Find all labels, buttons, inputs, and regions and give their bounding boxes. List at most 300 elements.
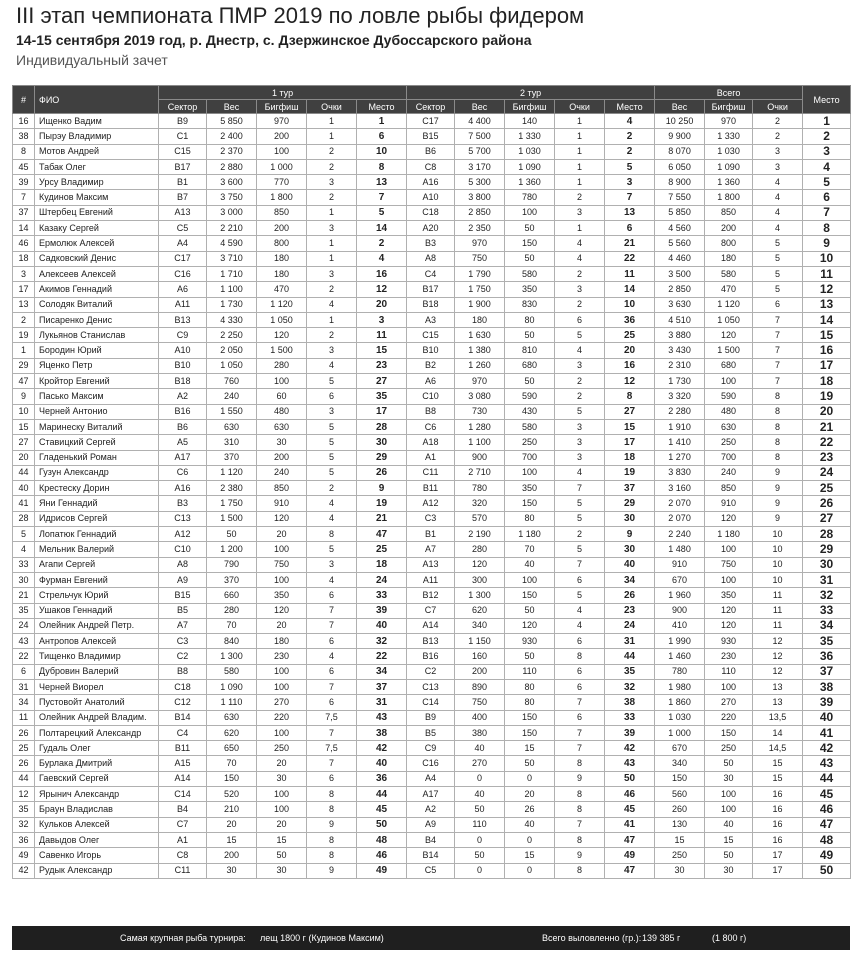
cell-r1-bigfish: 20 xyxy=(257,817,307,832)
cell-r2-rank: 41 xyxy=(605,817,655,832)
cell-total-weight: 1 730 xyxy=(655,374,705,389)
cell-r1-sector: B1 xyxy=(159,175,207,190)
cell-r1-sector: C4 xyxy=(159,725,207,740)
cell-total-weight: 5 560 xyxy=(655,236,705,251)
cell-total-weight: 1 910 xyxy=(655,419,705,434)
cell-r1-rank: 22 xyxy=(357,649,407,664)
cell-r1-weight: 200 xyxy=(207,848,257,863)
cell-total-bigfish: 250 xyxy=(705,741,753,756)
cell-place: 4 xyxy=(803,159,851,174)
table-row xyxy=(13,312,851,327)
cell-total-weight: 670 xyxy=(655,572,705,587)
cell-name: Черней Антонио xyxy=(35,404,159,419)
cell-num: 49 xyxy=(13,848,35,863)
cell-r1-sector: B4 xyxy=(159,802,207,817)
cell-r2-weight: 1 260 xyxy=(455,358,505,373)
cell-r2-weight: 340 xyxy=(455,618,505,633)
cell-r1-weight: 2 250 xyxy=(207,328,257,343)
cell-name: Алексеев Алексей xyxy=(35,266,159,281)
cell-r2-sector: A16 xyxy=(407,175,455,190)
cell-total-bigfish: 350 xyxy=(705,588,753,603)
cell-r2-sector: A11 xyxy=(407,572,455,587)
cell-r2-weight: 3 170 xyxy=(455,159,505,174)
cell-r2-weight: 3 800 xyxy=(455,190,505,205)
cell-r1-sector: B3 xyxy=(159,496,207,511)
cell-total-bigfish: 850 xyxy=(705,481,753,496)
cell-name: Антропов Алексей xyxy=(35,634,159,649)
cell-num: 4 xyxy=(13,542,35,557)
cell-r1-rank: 38 xyxy=(357,725,407,740)
cell-total-bigfish: 910 xyxy=(705,496,753,511)
cell-r1-rank: 26 xyxy=(357,465,407,480)
cell-r1-bigfish: 750 xyxy=(257,557,307,572)
cell-r2-sector: B5 xyxy=(407,725,455,740)
cell-name: Табак Олег xyxy=(35,159,159,174)
cell-r2-bigfish: 100 xyxy=(505,465,555,480)
cell-r1-bigfish: 120 xyxy=(257,328,307,343)
cell-r1-points: 6 xyxy=(307,634,357,649)
cell-place: 33 xyxy=(803,603,851,618)
cell-place: 29 xyxy=(803,542,851,557)
cell-total-weight: 3 430 xyxy=(655,343,705,358)
table-row xyxy=(13,802,851,817)
cell-r2-points: 4 xyxy=(555,465,605,480)
cell-r1-sector: C6 xyxy=(159,465,207,480)
cell-r2-sector: C8 xyxy=(407,159,455,174)
cell-num: 18 xyxy=(13,251,35,266)
table-row xyxy=(13,419,851,434)
cell-r1-sector: C14 xyxy=(159,787,207,802)
cell-r2-rank: 21 xyxy=(605,236,655,251)
cell-name: Гаевский Сергей xyxy=(35,771,159,786)
cell-name: Акимов Геннадий xyxy=(35,282,159,297)
cell-total-bigfish: 1 330 xyxy=(705,129,753,144)
cell-total-points: 17 xyxy=(753,848,803,863)
cell-place: 27 xyxy=(803,511,851,526)
cell-r2-bigfish: 1 330 xyxy=(505,129,555,144)
total-catch-label: Всего выловленно (гр.): xyxy=(542,933,642,943)
cell-r2-sector: B8 xyxy=(407,404,455,419)
cell-total-weight: 1 270 xyxy=(655,450,705,465)
cell-r1-weight: 840 xyxy=(207,634,257,649)
cell-r1-rank: 9 xyxy=(357,481,407,496)
cell-r1-points: 2 xyxy=(307,190,357,205)
cell-num: 26 xyxy=(13,725,35,740)
cell-r2-points: 7 xyxy=(555,557,605,572)
cell-r1-weight: 760 xyxy=(207,374,257,389)
cell-num: 44 xyxy=(13,771,35,786)
cell-num: 9 xyxy=(13,389,35,404)
cell-total-bigfish: 240 xyxy=(705,465,753,480)
cell-num: 42 xyxy=(13,863,35,878)
cell-num: 35 xyxy=(13,802,35,817)
header-total-points: Очки xyxy=(753,100,803,114)
cell-r2-sector: B18 xyxy=(407,297,455,312)
table-row xyxy=(13,297,851,312)
table-row xyxy=(13,435,851,450)
cell-r2-points: 1 xyxy=(555,129,605,144)
table-row xyxy=(13,374,851,389)
cell-r2-sector: C17 xyxy=(407,114,455,129)
cell-r2-rank: 13 xyxy=(605,205,655,220)
cell-place: 3 xyxy=(803,144,851,159)
cell-r2-rank: 37 xyxy=(605,481,655,496)
header-place: Место xyxy=(803,86,851,114)
cell-r2-rank: 7 xyxy=(605,190,655,205)
cell-r1-weight: 5 850 xyxy=(207,114,257,129)
cell-num: 25 xyxy=(13,741,35,756)
cell-name: Солодяк Виталий xyxy=(35,297,159,312)
cell-r1-bigfish: 100 xyxy=(257,802,307,817)
cell-r2-points: 8 xyxy=(555,649,605,664)
cell-r1-sector: C2 xyxy=(159,649,207,664)
cell-name: Рудык Александр xyxy=(35,863,159,878)
cell-name: Мотов Андрей xyxy=(35,144,159,159)
total-catch-value: 139 385 г xyxy=(642,933,681,943)
cell-r2-weight: 4 400 xyxy=(455,114,505,129)
cell-total-weight: 30 xyxy=(655,863,705,878)
cell-place: 8 xyxy=(803,221,851,236)
cell-name: Ставицкий Сергей xyxy=(35,435,159,450)
cell-r1-weight: 2 370 xyxy=(207,144,257,159)
cell-r2-weight: 200 xyxy=(455,664,505,679)
cell-r1-bigfish: 15 xyxy=(257,832,307,847)
cell-total-bigfish: 180 xyxy=(705,251,753,266)
cell-r1-sector: C18 xyxy=(159,679,207,694)
cell-r2-rank: 17 xyxy=(605,435,655,450)
cell-r2-weight: 900 xyxy=(455,450,505,465)
cell-r1-points: 8 xyxy=(307,527,357,542)
cell-total-weight: 560 xyxy=(655,787,705,802)
header-r2-sector: Сектор xyxy=(407,100,455,114)
table-row xyxy=(13,649,851,664)
cell-r1-weight: 15 xyxy=(207,832,257,847)
cell-r2-rank: 31 xyxy=(605,634,655,649)
cell-r1-bigfish: 50 xyxy=(257,848,307,863)
cell-r1-points: 7,5 xyxy=(307,710,357,725)
table-row xyxy=(13,756,851,771)
cell-r2-bigfish: 150 xyxy=(505,236,555,251)
cell-total-bigfish: 1 050 xyxy=(705,312,753,327)
cell-r2-rank: 25 xyxy=(605,328,655,343)
cell-place: 22 xyxy=(803,435,851,450)
cell-name: Яни Геннадий xyxy=(35,496,159,511)
cell-total-weight: 1 860 xyxy=(655,695,705,710)
cell-total-bigfish: 100 xyxy=(705,802,753,817)
cell-r1-points: 7 xyxy=(307,679,357,694)
cell-r1-rank: 28 xyxy=(357,419,407,434)
cell-r2-points: 8 xyxy=(555,756,605,771)
cell-r2-bigfish: 80 xyxy=(505,312,555,327)
cell-r2-weight: 270 xyxy=(455,756,505,771)
cell-r2-weight: 730 xyxy=(455,404,505,419)
table-row xyxy=(13,404,851,419)
cell-r1-sector: B17 xyxy=(159,159,207,174)
table-row xyxy=(13,542,851,557)
cell-r1-bigfish: 180 xyxy=(257,266,307,281)
cell-r1-sector: C7 xyxy=(159,817,207,832)
cell-r2-weight: 0 xyxy=(455,832,505,847)
cell-r1-bigfish: 100 xyxy=(257,144,307,159)
cell-r2-points: 9 xyxy=(555,771,605,786)
cell-place: 19 xyxy=(803,389,851,404)
cell-r1-bigfish: 1 050 xyxy=(257,312,307,327)
cell-r2-weight: 280 xyxy=(455,542,505,557)
cell-r1-points: 4 xyxy=(307,572,357,587)
cell-r2-bigfish: 150 xyxy=(505,588,555,603)
cell-r2-sector: C9 xyxy=(407,741,455,756)
cell-r1-bigfish: 100 xyxy=(257,725,307,740)
cell-r2-bigfish: 20 xyxy=(505,787,555,802)
cell-name: Черней Виорел xyxy=(35,679,159,694)
cell-r2-weight: 2 850 xyxy=(455,205,505,220)
cell-place: 38 xyxy=(803,679,851,694)
cell-r1-sector: A5 xyxy=(159,435,207,450)
cell-num: 20 xyxy=(13,450,35,465)
cell-r2-points: 6 xyxy=(555,572,605,587)
cell-total-bigfish: 50 xyxy=(705,848,753,863)
cell-r1-weight: 1 730 xyxy=(207,297,257,312)
cell-r1-points: 4 xyxy=(307,358,357,373)
cell-r2-sector: C7 xyxy=(407,603,455,618)
cell-total-bigfish: 1 800 xyxy=(705,190,753,205)
cell-num: 7 xyxy=(13,190,35,205)
cell-r2-sector: C6 xyxy=(407,419,455,434)
cell-r2-points: 6 xyxy=(555,679,605,694)
cell-r1-sector: A1 xyxy=(159,832,207,847)
cell-r2-sector: B16 xyxy=(407,649,455,664)
cell-name: Яценко Петр xyxy=(35,358,159,373)
cell-r1-rank: 50 xyxy=(357,817,407,832)
cell-num: 19 xyxy=(13,328,35,343)
cell-place: 12 xyxy=(803,282,851,297)
header-r2-weight: Вес xyxy=(455,100,505,114)
summary-footer xyxy=(12,926,850,950)
cell-total-bigfish: 100 xyxy=(705,679,753,694)
cell-num: 6 xyxy=(13,664,35,679)
cell-r2-sector: C14 xyxy=(407,695,455,710)
cell-r1-bigfish: 200 xyxy=(257,221,307,236)
cell-total-bigfish: 120 xyxy=(705,511,753,526)
cell-r2-sector: B14 xyxy=(407,848,455,863)
cell-r1-points: 8 xyxy=(307,848,357,863)
cell-total-bigfish: 1 090 xyxy=(705,159,753,174)
cell-r1-rank: 39 xyxy=(357,603,407,618)
cell-r1-rank: 42 xyxy=(357,741,407,756)
cell-r2-bigfish: 100 xyxy=(505,205,555,220)
cell-r2-weight: 1 750 xyxy=(455,282,505,297)
cell-name: Гузун Александр xyxy=(35,465,159,480)
cell-r1-sector: C1 xyxy=(159,129,207,144)
cell-r2-points: 1 xyxy=(555,175,605,190)
cell-r2-sector: B11 xyxy=(407,481,455,496)
cell-total-points: 2 xyxy=(753,114,803,129)
table-row xyxy=(13,664,851,679)
cell-r1-points: 1 xyxy=(307,312,357,327)
cell-r2-points: 1 xyxy=(555,144,605,159)
cell-r2-sector: B1 xyxy=(407,527,455,542)
cell-r2-sector: B15 xyxy=(407,129,455,144)
cell-r1-weight: 3 000 xyxy=(207,205,257,220)
cell-r2-rank: 20 xyxy=(605,343,655,358)
cell-r1-rank: 13 xyxy=(357,175,407,190)
cell-name: Лукьянов Станислав xyxy=(35,328,159,343)
cell-num: 17 xyxy=(13,282,35,297)
cell-total-bigfish: 50 xyxy=(705,756,753,771)
cell-r2-points: 3 xyxy=(555,419,605,434)
total-catch-extra: (1 800 г) xyxy=(712,933,747,943)
cell-total-weight: 6 050 xyxy=(655,159,705,174)
cell-place: 50 xyxy=(803,863,851,878)
cell-num: 32 xyxy=(13,817,35,832)
cell-num: 11 xyxy=(13,710,35,725)
cell-r1-rank: 23 xyxy=(357,358,407,373)
cell-r2-points: 4 xyxy=(555,618,605,633)
cell-r1-rank: 12 xyxy=(357,282,407,297)
cell-total-weight: 3 320 xyxy=(655,389,705,404)
cell-r1-weight: 1 120 xyxy=(207,465,257,480)
cell-total-weight: 130 xyxy=(655,817,705,832)
cell-place: 43 xyxy=(803,756,851,771)
cell-total-bigfish: 750 xyxy=(705,557,753,572)
cell-r2-bigfish: 0 xyxy=(505,771,555,786)
cell-r1-points: 4 xyxy=(307,496,357,511)
cell-total-weight: 2 310 xyxy=(655,358,705,373)
cell-r2-bigfish: 430 xyxy=(505,404,555,419)
cell-total-points: 8 xyxy=(753,435,803,450)
cell-total-weight: 7 550 xyxy=(655,190,705,205)
cell-r2-points: 8 xyxy=(555,832,605,847)
cell-r2-points: 7 xyxy=(555,817,605,832)
cell-r1-weight: 210 xyxy=(207,802,257,817)
cell-total-points: 16 xyxy=(753,802,803,817)
cell-r2-weight: 300 xyxy=(455,572,505,587)
cell-num: 22 xyxy=(13,649,35,664)
cell-r1-rank: 49 xyxy=(357,863,407,878)
cell-r1-points: 5 xyxy=(307,450,357,465)
table-row xyxy=(13,817,851,832)
cell-r2-weight: 1 150 xyxy=(455,634,505,649)
cell-r2-rank: 26 xyxy=(605,588,655,603)
table-row xyxy=(13,266,851,281)
cell-r1-bigfish: 250 xyxy=(257,741,307,756)
cell-r2-weight: 120 xyxy=(455,557,505,572)
header-r1-points: Очки xyxy=(307,100,357,114)
cell-r2-weight: 570 xyxy=(455,511,505,526)
cell-r2-points: 8 xyxy=(555,787,605,802)
cell-r1-rank: 16 xyxy=(357,266,407,281)
cell-total-points: 9 xyxy=(753,481,803,496)
cell-name: Ушаков Геннадий xyxy=(35,603,159,618)
cell-r1-sector: A12 xyxy=(159,527,207,542)
cell-r2-weight: 0 xyxy=(455,771,505,786)
cell-r1-bigfish: 20 xyxy=(257,618,307,633)
cell-r2-weight: 2 710 xyxy=(455,465,505,480)
cell-r1-rank: 6 xyxy=(357,129,407,144)
cell-r2-rank: 46 xyxy=(605,787,655,802)
cell-r1-weight: 1 050 xyxy=(207,358,257,373)
cell-r2-sector: B10 xyxy=(407,343,455,358)
cell-num: 41 xyxy=(13,496,35,511)
cell-total-points: 4 xyxy=(753,205,803,220)
table-row xyxy=(13,328,851,343)
cell-r1-points: 4 xyxy=(307,511,357,526)
cell-total-bigfish: 110 xyxy=(705,664,753,679)
cell-r2-sector: B9 xyxy=(407,710,455,725)
cell-r2-weight: 890 xyxy=(455,679,505,694)
table-row xyxy=(13,343,851,358)
header-r2-points: Очки xyxy=(555,100,605,114)
cell-name: Кульков Алексей xyxy=(35,817,159,832)
table-row xyxy=(13,787,851,802)
cell-r2-weight: 1 100 xyxy=(455,435,505,450)
cell-name: Ермолюк Алексей xyxy=(35,236,159,251)
cell-r2-weight: 380 xyxy=(455,725,505,740)
cell-r2-weight: 780 xyxy=(455,481,505,496)
cell-total-bigfish: 850 xyxy=(705,205,753,220)
cell-total-weight: 1 460 xyxy=(655,649,705,664)
cell-total-bigfish: 100 xyxy=(705,572,753,587)
cell-r2-points: 5 xyxy=(555,328,605,343)
cell-total-weight: 4 510 xyxy=(655,312,705,327)
cell-r2-sector: A18 xyxy=(407,435,455,450)
cell-r1-bigfish: 470 xyxy=(257,282,307,297)
cell-r1-bigfish: 30 xyxy=(257,863,307,878)
cell-total-weight: 10 250 xyxy=(655,114,705,129)
cell-r1-sector: B9 xyxy=(159,114,207,129)
cell-r1-points: 6 xyxy=(307,695,357,710)
cell-num: 30 xyxy=(13,572,35,587)
cell-r2-sector: B3 xyxy=(407,236,455,251)
cell-r2-points: 3 xyxy=(555,282,605,297)
cell-r2-weight: 3 080 xyxy=(455,389,505,404)
cell-r1-points: 6 xyxy=(307,771,357,786)
cell-r1-bigfish: 270 xyxy=(257,695,307,710)
cell-r2-points: 1 xyxy=(555,221,605,236)
header-r1-bigfish: Бигфиш xyxy=(257,100,307,114)
cell-total-points: 7 xyxy=(753,374,803,389)
cell-name: Лопатюк Геннадий xyxy=(35,527,159,542)
cell-r2-bigfish: 1 180 xyxy=(505,527,555,542)
cell-r1-weight: 3 750 xyxy=(207,190,257,205)
cell-r2-weight: 320 xyxy=(455,496,505,511)
cell-r1-points: 1 xyxy=(307,205,357,220)
cell-r2-sector: C11 xyxy=(407,465,455,480)
cell-place: 16 xyxy=(803,343,851,358)
cell-r1-points: 2 xyxy=(307,159,357,174)
cell-r1-points: 1 xyxy=(307,114,357,129)
header-round1: 1 тур xyxy=(159,86,407,100)
header-total-weight: Вес xyxy=(655,100,705,114)
cell-r2-weight: 0 xyxy=(455,863,505,878)
cell-r1-weight: 1 090 xyxy=(207,679,257,694)
cell-total-points: 5 xyxy=(753,266,803,281)
cell-r1-sector: C8 xyxy=(159,848,207,863)
table-row xyxy=(13,848,851,863)
cell-r1-bigfish: 60 xyxy=(257,389,307,404)
cell-r2-weight: 50 xyxy=(455,802,505,817)
cell-r1-rank: 45 xyxy=(357,802,407,817)
cell-r2-points: 2 xyxy=(555,266,605,281)
cell-r2-rank: 5 xyxy=(605,159,655,174)
cell-r1-rank: 40 xyxy=(357,756,407,771)
cell-r2-sector: C2 xyxy=(407,664,455,679)
cell-total-bigfish: 30 xyxy=(705,863,753,878)
cell-place: 41 xyxy=(803,725,851,740)
cell-total-points: 3 xyxy=(753,144,803,159)
cell-total-weight: 8 900 xyxy=(655,175,705,190)
cell-r2-weight: 1 300 xyxy=(455,588,505,603)
